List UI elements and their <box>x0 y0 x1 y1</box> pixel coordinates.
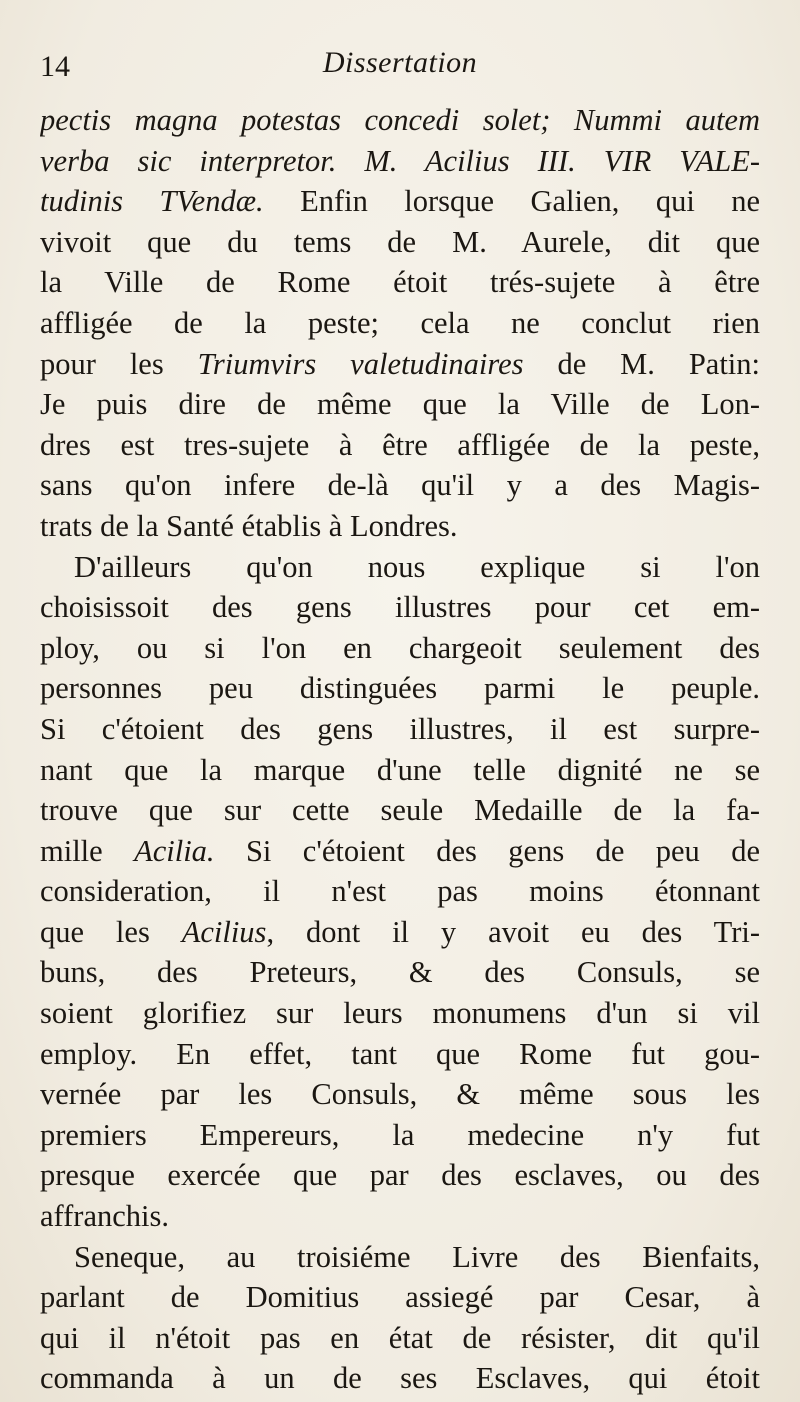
text-segment: affranchis. <box>40 1199 169 1234</box>
text-segment: Si c'étoient des gens illustres, il est surpre- <box>40 711 760 746</box>
text-line <box>40 100 760 141</box>
text-line <box>40 1074 760 1115</box>
text-line <box>40 790 760 831</box>
text-line <box>40 303 760 344</box>
text-line <box>40 425 760 466</box>
text-line <box>40 141 760 182</box>
text-segment: trats de la Santé établis à Londres. <box>40 508 458 543</box>
text-segment: choisissoit des gens illustres pour cet em- <box>40 590 760 625</box>
text-segment: consideration, il n'est pas moins étonnant <box>40 874 760 909</box>
text-line <box>40 993 760 1034</box>
text-line <box>40 1115 760 1156</box>
text-segment: , dont il y avoit eu des Tri- <box>266 914 760 949</box>
text-segment: ploy, ou si l'on en chargeoit seulement des <box>40 630 760 665</box>
text-segment: Seneque, au troisiéme Livre des Bienfaits, <box>74 1239 760 1274</box>
text-line <box>40 506 760 547</box>
text-segment: trouve que sur cette seule Medaille de la fa- <box>40 793 760 828</box>
running-title: Dissertation <box>322 46 478 79</box>
text-segment: Si c'étoient des gens de peu de <box>214 833 760 868</box>
text-line <box>40 750 760 791</box>
text-segment: la Ville de Rome étoit trés-sujete à être <box>40 265 760 300</box>
text-line <box>40 1155 760 1196</box>
text-line <box>40 1034 760 1075</box>
text-segment: parlant de Domitius assiegé par Cesar, à <box>40 1280 760 1315</box>
italic-text: pectis magna potestas concedi solet; Nummi autem <box>40 103 760 137</box>
page-header <box>40 40 760 88</box>
text-segment: vernée par les Consuls, & même sous les <box>40 1077 760 1112</box>
text-segment: premiers Empereurs, la medecine n'y fut <box>40 1117 760 1152</box>
text-line <box>40 181 760 222</box>
text-line <box>40 587 760 628</box>
text-segment: D'ailleurs qu'on nous explique si l'on <box>74 549 760 584</box>
text-segment: vivoit que du tems de M. Aurele, dit que <box>40 224 760 259</box>
text-segment: qui il n'étoit pas en état de résister, dit qu'il <box>40 1320 760 1355</box>
text-segment: mille <box>40 833 135 868</box>
text-segment: que les <box>40 914 182 949</box>
italic-text: Triumvirs valetudinaires <box>197 346 524 381</box>
text-line <box>40 668 760 709</box>
text-line <box>40 709 760 750</box>
text-line <box>40 628 760 669</box>
text-segment: commanda à un de ses Esclaves, qui étoit <box>40 1361 760 1396</box>
text-segment: sans qu'on infere de-là qu'il y a des Magis- <box>40 468 760 503</box>
text-segment: presque exercée que par des esclaves, ou des <box>40 1158 760 1193</box>
text-line <box>40 222 760 263</box>
text-line <box>40 952 760 993</box>
text-segment: dres est tres-sujete à être affligée de la peste, <box>40 427 760 462</box>
text-segment: Je puis dire de même que la Ville de Lon- <box>40 387 760 422</box>
text-line <box>40 1358 760 1399</box>
italic-text: Acilius <box>181 914 267 949</box>
text-segment: personnes peu distinguées parmi le peuple. <box>40 671 760 706</box>
text-segment: nant que la marque d'une telle dignité ne se <box>40 752 760 787</box>
body-text <box>40 100 760 1399</box>
text-line <box>40 1237 760 1278</box>
text-segment: soient glorifiez sur leurs monumens d'un si vil <box>40 996 760 1031</box>
text-line <box>40 384 760 425</box>
text-line <box>40 912 760 953</box>
text-segment: buns, des Preteurs, & des Consuls, se <box>40 955 760 990</box>
text-line <box>40 1318 760 1359</box>
text-segment: pour les <box>40 346 198 381</box>
text-line <box>40 1196 760 1237</box>
text-line <box>40 831 760 872</box>
text-segment: employ. En effet, tant que Rome fut gou- <box>40 1036 760 1071</box>
text-line <box>40 465 760 506</box>
text-segment: Enfin lorsque Galien, qui ne <box>263 184 760 219</box>
page-number: 14 <box>40 50 70 83</box>
italic-text: Acilia. <box>134 833 215 868</box>
text-line <box>40 1277 760 1318</box>
text-line <box>40 547 760 588</box>
text-line <box>40 262 760 303</box>
text-segment: affligée de la peste; cela ne conclut rien <box>40 305 760 340</box>
italic-text: verba sic interpretor. M. Acilius III. VIR VALE- <box>40 143 760 178</box>
text-line <box>40 344 760 385</box>
text-segment: de M. Patin: <box>523 346 760 381</box>
text-line <box>40 871 760 912</box>
italic-text: tudinis TVendæ. <box>40 184 264 219</box>
